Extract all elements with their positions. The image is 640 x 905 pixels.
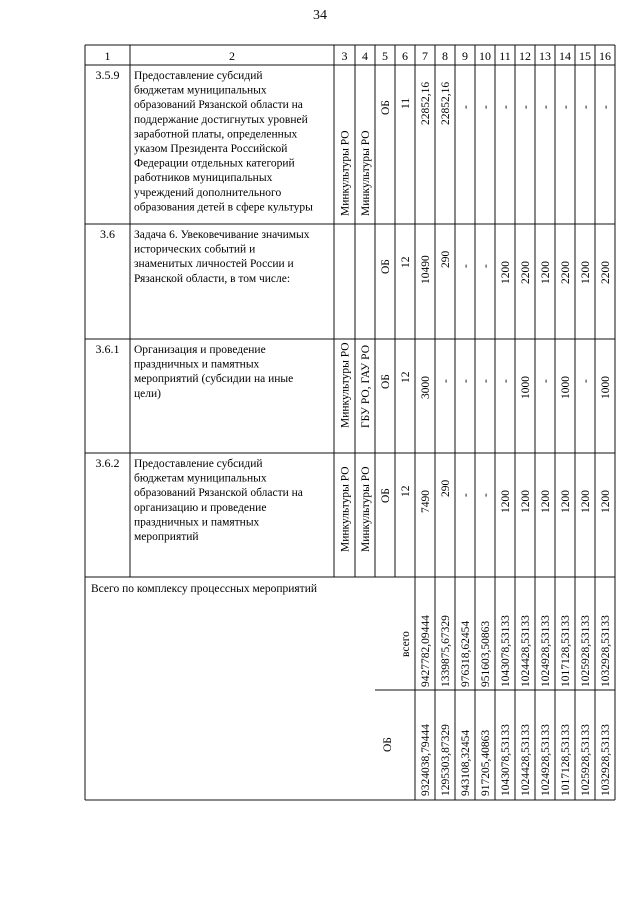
row-number: 3.6.2	[95, 456, 120, 470]
row-description-line: заработной платы, определенных	[134, 128, 298, 141]
row-description-line: Задача 6. Увековечивание значимых	[134, 229, 310, 241]
total-value-all: 1017128,53133	[560, 615, 572, 687]
total-value-ob: 1032928,53133	[600, 724, 612, 796]
row-description-line: поддержание достигнутых уровней	[134, 113, 308, 126]
co-executor: Минкультуры РО	[360, 130, 372, 216]
total-value-all: 1025928,53133	[580, 615, 592, 687]
col-header-13: 13	[539, 49, 551, 63]
total-value-ob: 1017128,53133	[560, 724, 572, 796]
total-value-ob: 1295303,87329	[440, 724, 452, 796]
col-header-15: 15	[579, 49, 591, 63]
row-value: 1000	[520, 376, 532, 399]
total-value-all: 9427782,09444	[420, 615, 432, 687]
row-value: 290	[440, 479, 452, 497]
responsible-executor: Минкультуры РО	[339, 130, 352, 216]
row-value: 290	[440, 250, 452, 268]
row-value: -	[500, 105, 512, 109]
col-header-6: 6	[402, 49, 408, 63]
row-description-line: исторических событий и	[134, 243, 256, 256]
total-value-all: 1043078,53133	[500, 615, 512, 687]
row-value: 22852,16	[420, 81, 432, 125]
funding-source: ОБ	[380, 259, 392, 274]
total-value-ob: 917205,40863	[480, 729, 492, 796]
row-description-line: цели)	[134, 387, 161, 400]
row-value: 10490	[420, 255, 432, 284]
row-number: 3.6.1	[95, 342, 120, 356]
row-value: 1200	[540, 261, 552, 284]
row-number: 3.5.9	[95, 68, 120, 82]
row-value: 2200	[560, 261, 572, 284]
row-value: 2200	[600, 261, 612, 284]
row-description-line: образований Рязанской области на	[134, 487, 303, 500]
row-value: 1200	[500, 490, 512, 513]
total-value-ob: 1024928,53133	[540, 724, 552, 796]
row-value: -	[600, 105, 612, 109]
row-description-line: работников муниципальных	[134, 172, 273, 185]
row-description-line: мероприятий (субсидии на иные	[134, 373, 294, 386]
row-value: 2200	[520, 261, 532, 284]
total-value-ob: 1043078,53133	[500, 724, 512, 796]
col-header-9: 9	[462, 49, 468, 63]
row-description-line: Предоставление субсидий	[134, 70, 263, 82]
col-header-10: 10	[479, 49, 491, 63]
total-value-all: 1032928,53133	[600, 615, 612, 687]
total-label: Всего по комплексу процессных мероприятий	[91, 583, 318, 595]
co-executor: Минкультуры РО	[360, 466, 372, 552]
total-value-ob: 943108,32454	[460, 729, 472, 796]
co-executor: ГБУ РО, ГАУ РО	[360, 344, 372, 428]
row-value: -	[440, 379, 452, 383]
code-value: 11	[400, 97, 412, 109]
row-number: 3.6	[100, 227, 115, 241]
total-kind-all: всего	[400, 631, 412, 657]
total-value-all: 1339875,67329	[440, 615, 452, 687]
row-value: -	[480, 105, 492, 109]
row-value: 22852,16	[440, 81, 452, 125]
row-value: 1000	[600, 376, 612, 399]
row-description-line: мероприятий	[134, 531, 199, 543]
row-value: 1200	[580, 261, 592, 284]
row-value: -	[460, 493, 472, 497]
row-value: -	[580, 105, 592, 109]
col-header-14: 14	[559, 49, 571, 63]
row-value: -	[480, 379, 492, 383]
col-header-11: 11	[499, 49, 511, 63]
row-description-line: знаменитых личностей России и	[134, 258, 294, 271]
row-description-line: Федерации отдельных категорий	[134, 157, 295, 170]
col-header-5: 5	[382, 49, 388, 63]
total-value-all: 951603,50863	[480, 620, 492, 687]
col-header-12: 12	[519, 49, 531, 63]
page-number: 34	[313, 8, 327, 23]
row-value: -	[480, 493, 492, 497]
total-value-all: 1024428,53133	[520, 615, 532, 687]
row-value: -	[540, 379, 552, 383]
row-description-line: праздничных и памятных	[134, 358, 260, 371]
col-header-16: 16	[599, 49, 611, 63]
row-description-line: бюджетам муниципальных	[134, 472, 267, 485]
row-value: -	[520, 105, 532, 109]
row-value: 1200	[500, 261, 512, 284]
col-header-7: 7	[422, 49, 428, 63]
row-description-line: указом Президента Российской	[134, 143, 288, 155]
row-description-line: учреждений дополнительного	[134, 186, 282, 199]
code-value: 12	[400, 485, 412, 497]
code-value: 12	[400, 256, 412, 268]
funding-source: ОБ	[380, 100, 392, 115]
col-header-8: 8	[442, 49, 448, 63]
row-value: -	[540, 105, 552, 109]
total-value-all: 1024928,53133	[540, 615, 552, 687]
row-description-line: Предоставление субсидий	[134, 458, 263, 470]
responsible-executor: Минкультуры РО	[339, 342, 352, 428]
row-value: -	[500, 379, 512, 383]
row-value: 1200	[540, 490, 552, 513]
row-value: -	[460, 379, 472, 383]
row-description-line: Организация и проведение	[134, 344, 266, 356]
total-value-ob: 9324038,79444	[420, 724, 432, 796]
row-value: 1000	[560, 376, 572, 399]
col-header-3: 3	[341, 49, 348, 63]
total-value-ob: 1024428,53133	[520, 724, 532, 796]
row-value: -	[480, 264, 492, 268]
row-value: 1200	[520, 490, 532, 513]
row-value: -	[560, 105, 572, 109]
row-value: 1200	[600, 490, 612, 513]
total-value-ob: 1025928,53133	[580, 724, 592, 796]
row-value: -	[460, 105, 472, 109]
row-value: 1200	[580, 490, 592, 513]
row-description-line: праздничных и памятных	[134, 516, 260, 529]
col-header-2: 2	[229, 49, 235, 63]
row-value: -	[460, 264, 472, 268]
total-value-all: 976318,62454	[460, 620, 472, 687]
row-value: 7490	[420, 490, 432, 513]
total-kind-ob: ОБ	[382, 737, 394, 752]
row-description-line: организацию и проведение	[134, 501, 267, 514]
row-description-line: бюджетам муниципальных	[134, 84, 267, 97]
row-description-line: образования детей в сфере культуры	[134, 201, 313, 214]
funding-source: ОБ	[380, 488, 392, 503]
funding-source: ОБ	[380, 374, 392, 389]
row-description-line: Рязанской области, в том числе:	[134, 272, 291, 285]
col-header-1: 1	[104, 49, 111, 63]
responsible-executor: Минкультуры РО	[339, 466, 352, 552]
col-header-4: 4	[362, 49, 368, 63]
row-value: 3000	[420, 376, 432, 399]
row-value: -	[580, 379, 592, 383]
code-value: 12	[400, 371, 412, 383]
row-description-line: образований Рязанской области на	[134, 99, 303, 112]
row-value: 1200	[560, 490, 572, 513]
